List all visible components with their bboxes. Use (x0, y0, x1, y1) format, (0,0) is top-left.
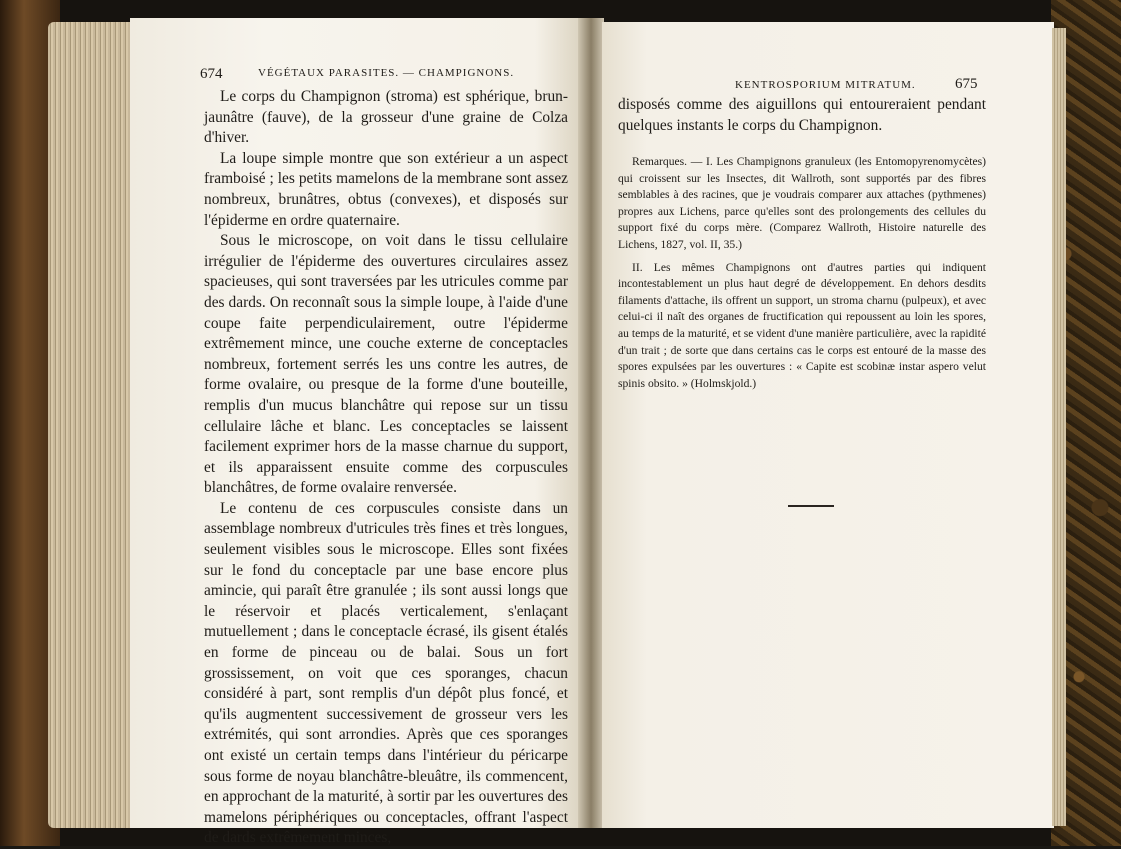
paragraph: Sous le microscope, on voit dans le tissu cellulaire irrégulier de l'épiderme des ouvertures circulaires assez spacieuses, qui sont traversées par les utricules comme par des dards. On reconnaît sous la simple loupe, à l'aide d'une coupe faite perpendiculairement, outre l'épiderme extrêmement mince, une couche externe de conceptacles nombreux, fortement serrés les uns contre les autres, de forme ovalaire, ou presque de la forme d'une bouteille, remplis d'un mucus blanchâtre qui repose sur un tissu cellulaire lâche et blanc. Les conceptacles se laissent facilement exprimer hors de la masse charnue du support, et ils apparaissent ensuite comme des corpuscules blanchâtres, de forme ovalaire renversée. (204, 232, 568, 497)
right-page-number: 675 (955, 76, 978, 92)
book-gutter (578, 18, 604, 828)
paragraph: La loupe simple montre que son extérieur a un aspect framboisé ; les petits mamelons de la membrane sont assez nombreux, brunâtres, obtus (convexes), et disposés sur l'épiderme en ordre quaternaire. (204, 149, 568, 229)
right-page (602, 22, 1054, 828)
paragraph: disposés comme des aiguillons qui entoureraient pendant quelques instants le corps du Champignon. (618, 96, 986, 134)
section-rule (788, 505, 834, 507)
paragraph: Le corps du Champignon (stroma) est sphérique, brun-jaunâtre (fauve), de la grosseur d'une graine de Colza d'hiver. (204, 88, 568, 147)
paragraph: Le contenu de ces corpuscules consiste dans un assemblage nombreux d'utricules très fines et très longues, seulement visibles sous le microscope. Elles sont fixées sur le fond du conceptacle par une base encore plus amincie, qui paraît être granulée ; ils sont aussi longs que le réservoir et placés verticalement, s'enlaçant mutuellement ; dans le conceptacle écrasé, ils gisent étalés en forme de pinceau ou de balai. Sous un fort grossissement, on voit que ces sporanges, chacun considéré à part, sont remplis d'un dépôt plus foncé, et qu'ils augmentent successivement de grosseur vers les extrémités, qui sont arrondies. Après que ces sporanges ont existé un certain temps dans l'intérieur du péricarpe sous forme de noyau blanchâtre-bleuâtre, ils commencent, en approchant de la maturité, à sortir par les ouvertures des mamelons périphériques ou conceptacles, offrant l'aspect de dards extrêmement minces, (204, 499, 568, 847)
left-running-head: VÉGÉTAUX PARASITES. — CHAMPIGNONS. (258, 67, 515, 79)
left-page-number: 674 (200, 66, 223, 82)
note-paragraph: Remarques. — I. Les Champignons granuleux (les Entomopyrenomycètes) qui croissent sur les Insectes, dit Wallroth, sont supportés par des fibres semblables à des racines, que je voudrais comparer aux attaches (pythmenes) propres aux Lichens, parce qu'elles sont des prolongements des cellules du support fixé du corps mère. (Comparez Wallroth, Histoire naturelle des Lichens, 1827, vol. II, 35.) (618, 155, 986, 251)
note-paragraph: II. Les mêmes Champignons ont d'autres parties qui indiquent incontestablement un plus haut degré de développement. En dehors desdits filaments d'attache, ils offrent un support, un stroma charnu (pulpeux), et avec celui-ci il naît des organes de fructification qui repoussent au loin les spores, au temps de la maturité, et se vident d'une manière particulière, avec la rapidité d'un trait ; de sorte que dans certains cas le corps est entouré de la masse des spores expulsées par les ouvertures : « Capite est scobinæ instar aspero velut spinis obsito. » (Holmskjold.) (618, 260, 986, 390)
left-body-text (204, 87, 568, 849)
page-block-edges (48, 22, 138, 828)
right-running-head: KENTROSPORIUM MITRATUM. (735, 79, 916, 91)
right-page-edges (1052, 28, 1066, 826)
right-body-text (618, 95, 986, 136)
remarks-notes (618, 154, 986, 398)
